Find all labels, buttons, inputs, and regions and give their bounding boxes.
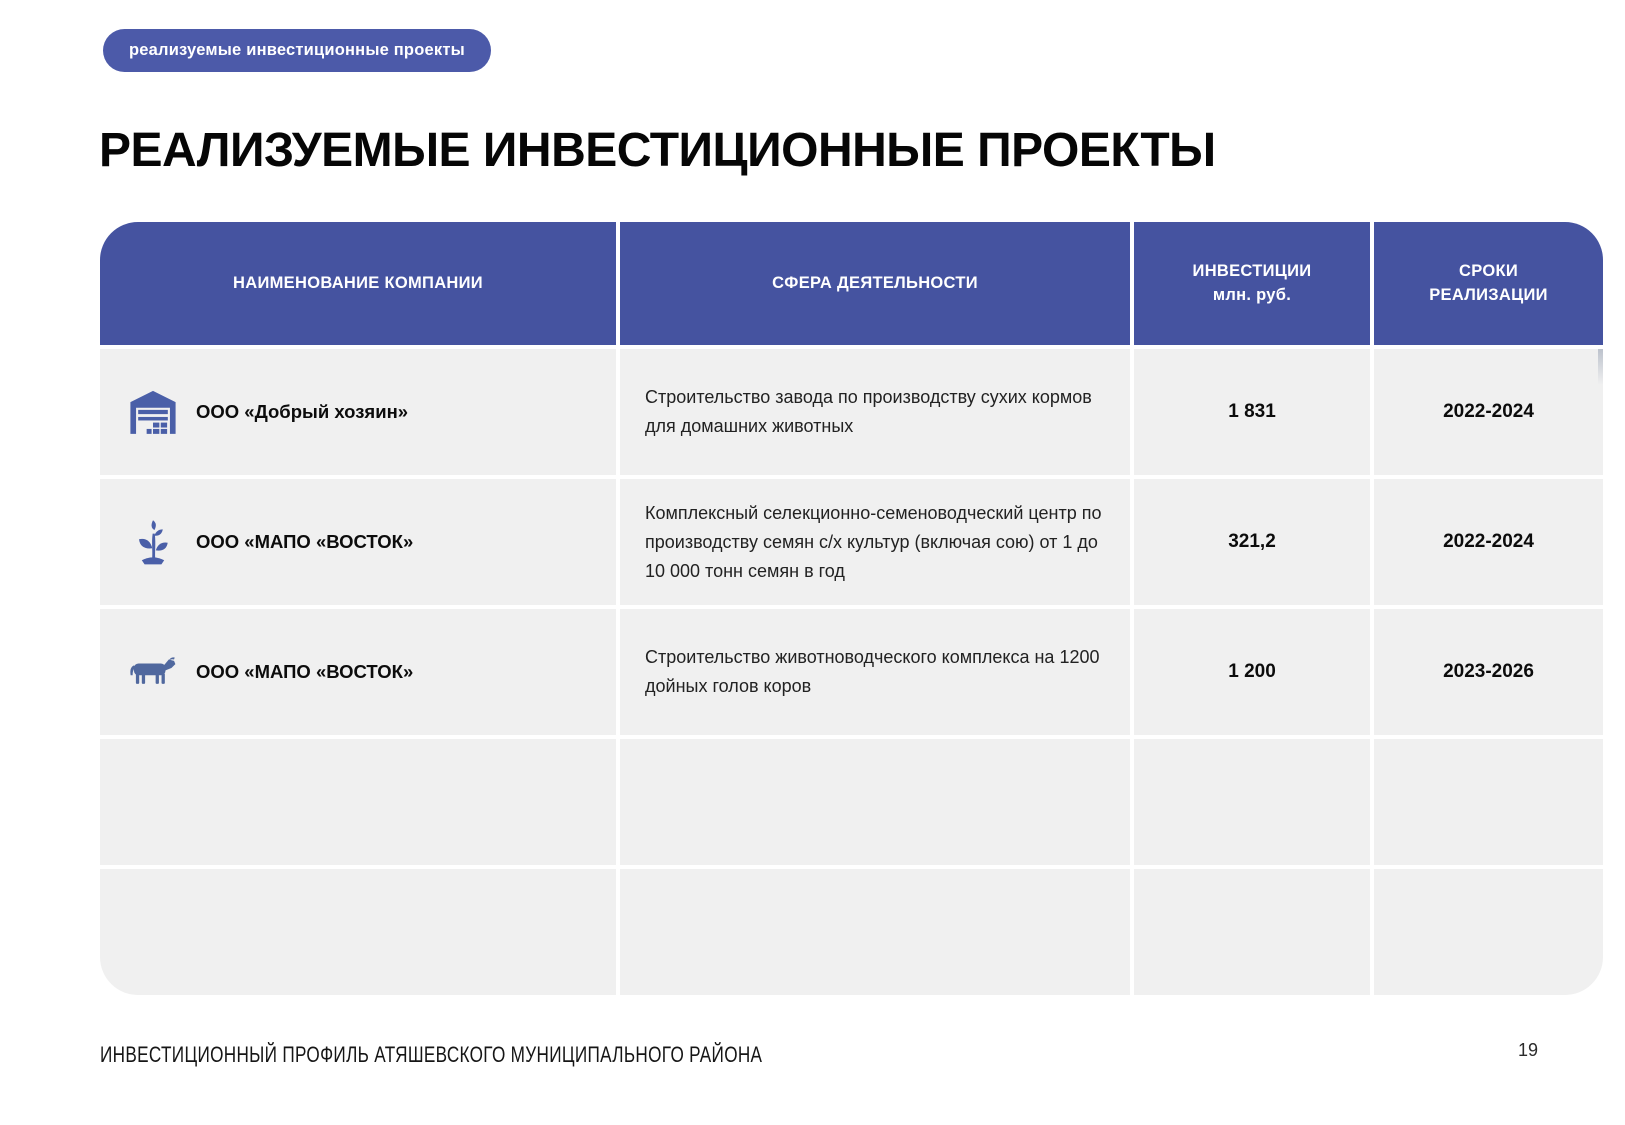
section-badge-label: реализуемые инвестиционные проекты	[129, 41, 465, 59]
investment-value: 1 200	[1228, 661, 1276, 682]
table-row-2-investment-cell	[1134, 479, 1370, 605]
table-row-3-company-cell	[100, 609, 616, 735]
footer-title: ИНВЕСТИЦИОННЫЙ ПРОФИЛЬ АТЯШЕВСКОГО МУНИЦИПАЛЬНОГО РАЙОНА	[100, 1042, 763, 1067]
table-edge-shadow	[1598, 349, 1603, 385]
activity-text: Комплексный селекционно-семеноводческий центр по производству семян с/х культур (включая сою) от 1 до 10 000 тонн семян в год	[645, 502, 1102, 581]
column-header-company-label: НАИМЕНОВАНИЕ КОМПАНИИ	[233, 273, 483, 292]
table-row-3-timeline-cell	[1374, 609, 1603, 735]
table-row-1-investment-cell	[1134, 349, 1370, 475]
timeline-value: 2023-2026	[1443, 661, 1534, 682]
column-header-activity	[620, 222, 1130, 345]
table-row-2-timeline-cell	[1374, 479, 1603, 605]
page-title: РЕАЛИЗУЕМЫЕ ИНВЕСТИЦИОННЫЕ ПРОЕКТЫ	[99, 124, 1216, 178]
column-header-activity-label: СФЕРА ДЕЯТЕЛЬНОСТИ	[772, 273, 978, 292]
column-header-timeline-label: СРОКИ	[1459, 262, 1518, 281]
table-row-5-activity-cell	[620, 869, 1130, 995]
column-header-investment-sublabel: млн. руб.	[1212, 285, 1292, 304]
table-row-1-activity-cell	[620, 349, 1130, 475]
table-row-2-company-cell	[100, 479, 616, 605]
column-header-timeline-sublabel: РЕАЛИЗАЦИИ	[1429, 285, 1548, 304]
sprout-icon	[128, 514, 178, 570]
table-row-1-company-cell	[100, 349, 616, 475]
table-row-5-investment-cell	[1134, 869, 1370, 995]
warehouse-icon	[128, 389, 178, 435]
investment-value: 1 831	[1228, 401, 1276, 422]
column-header-investment-label: ИНВЕСТИЦИИ	[1192, 262, 1312, 281]
activity-text: Строительство завода по производству сухих кормов для домашних животных	[645, 387, 1092, 436]
company-name: ООО «МАПО «ВОСТОК»	[196, 661, 414, 682]
table-row-4-investment-cell	[1134, 739, 1370, 865]
column-header-investment	[1134, 222, 1370, 345]
table-row-2-activity-cell	[620, 479, 1130, 605]
projects-table	[100, 222, 1603, 995]
company-name: ООО «Добрый хозяин»	[196, 401, 409, 422]
investment-value: 321,2	[1228, 531, 1276, 552]
table-row-5-company-cell	[100, 869, 616, 995]
table-row-1-timeline-cell	[1374, 349, 1603, 475]
table-row-5-timeline-cell	[1374, 869, 1603, 995]
timeline-value: 2022-2024	[1443, 401, 1534, 422]
activity-text: Строительство животноводческого комплекса на 1200 дойных голов коров	[645, 647, 1100, 696]
table-row-4-activity-cell	[620, 739, 1130, 865]
column-header-company	[100, 222, 616, 345]
cow-icon	[128, 654, 178, 690]
table-row-3-investment-cell	[1134, 609, 1370, 735]
column-header-timeline	[1374, 222, 1603, 345]
timeline-value: 2022-2024	[1443, 531, 1534, 552]
section-badge	[103, 29, 491, 72]
table-row-4-company-cell	[100, 739, 616, 865]
table-row-3-activity-cell	[620, 609, 1130, 735]
table-row-4-timeline-cell	[1374, 739, 1603, 865]
page-number: 19	[1518, 1040, 1539, 1060]
company-name: ООО «МАПО «ВОСТОК»	[196, 531, 414, 552]
